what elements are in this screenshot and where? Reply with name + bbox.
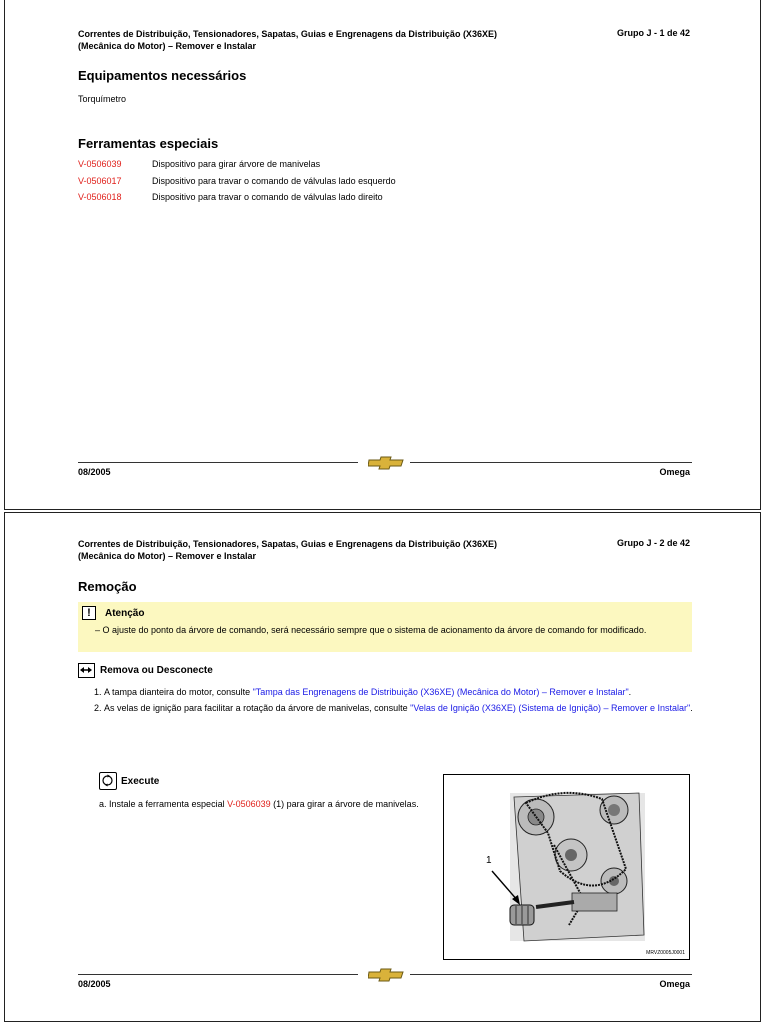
crankshaft-tool [510,905,534,925]
step-suffix: . [628,687,632,697]
engine-timing-illustration [444,775,689,959]
figure-callout-number: 1 [486,855,492,866]
warning-exclamation-icon: ! [82,606,96,620]
exec-step-suffix: (1) para girar a árvore de manivelas. [270,799,419,809]
figure-reference-code: MRVZ0005J0001 [646,950,685,956]
tool-code-link[interactable]: V-0506039 [227,799,271,809]
tool-description: Dispositivo para girar árvore de manivelas [152,159,321,169]
footer-divider-left [78,462,358,463]
engine-illustration-figure [443,774,690,960]
header-title-line1: Correntes de Distribuição, Tensionadores, Sapatas, Guias e Engrenagens da Distribuição (X36XE) [78,539,497,549]
execute-label: Execute [121,776,160,787]
chevrolet-bowtie-logo [368,456,404,470]
footer-brand: Omega [659,467,690,477]
attention-box [78,602,692,652]
special-tools-heading: Ferramentas especiais [78,136,219,151]
footer-brand: Omega [659,979,690,989]
footer-divider-left [78,974,358,975]
attention-text: – O ajuste do ponto da árvore de comando, será necessário sempre que o sistema de acionamento da árvore de comando for modificado. [95,625,647,635]
remove-disconnect-icon [78,663,95,678]
list-item [104,702,708,714]
list-item [104,686,708,698]
footer-divider-right [410,462,692,463]
step-suffix: . [690,703,693,713]
manual-page-2 [4,512,761,1022]
tool-description: Dispositivo para travar o comando de válvulas lado direito [152,192,383,202]
execute-step [99,798,429,810]
chevrolet-bowtie-logo [368,968,404,982]
tool-code-link[interactable]: V-0506018 [78,192,122,202]
footer-date: 08/2005 [78,979,111,989]
step-text: A tampa dianteira do motor, consulte [104,687,253,697]
header-title-line1: Correntes de Distribuição, Tensionadores, Sapatas, Guias e Engrenagens da Distribuição (X36XE) [78,29,497,39]
exec-step-text: a. Instale a ferramenta especial [99,799,228,809]
header-title-line2: (Mecânica do Motor) – Remover e Instalar [78,551,257,561]
page-header-title [78,28,578,52]
tool-code-link[interactable]: V-0506039 [78,159,122,169]
footer-divider-right [410,974,692,975]
page-group-number: Grupo J - 1 de 42 [616,28,690,38]
cross-reference-link[interactable]: "Tampa das Engrenagens de Distribuição (X36XE) (Mecânica do Motor) – Remover e Instalar" [252,687,629,697]
tool-code-link[interactable]: V-0506017 [78,176,122,186]
equipment-item: Torquímetro [78,94,127,104]
header-title-line2: (Mecânica do Motor) – Remover e Instalar [78,41,257,51]
footer-date: 08/2005 [78,467,111,477]
removal-steps-list [85,686,708,718]
removal-heading: Remoção [78,579,137,594]
remove-disconnect-label: Remova ou Desconecte [100,665,213,676]
page-header-title [78,538,578,562]
step-text: As velas de ignição para facilitar a rotação da árvore de manivelas, consulte [104,703,411,713]
equipment-heading: Equipamentos necessários [78,68,247,83]
tool-description: Dispositivo para travar o comando de válvulas lado esquerdo [152,176,396,186]
execute-cycle-icon [99,772,117,790]
manual-page-1 [4,0,761,510]
page-group-number: Grupo J - 2 de 42 [616,538,690,548]
cross-reference-link[interactable]: "Velas de Ignição (X36XE) (Sistema de Ignição) – Remover e Instalar" [410,703,691,713]
attention-label: Atenção [105,608,145,619]
